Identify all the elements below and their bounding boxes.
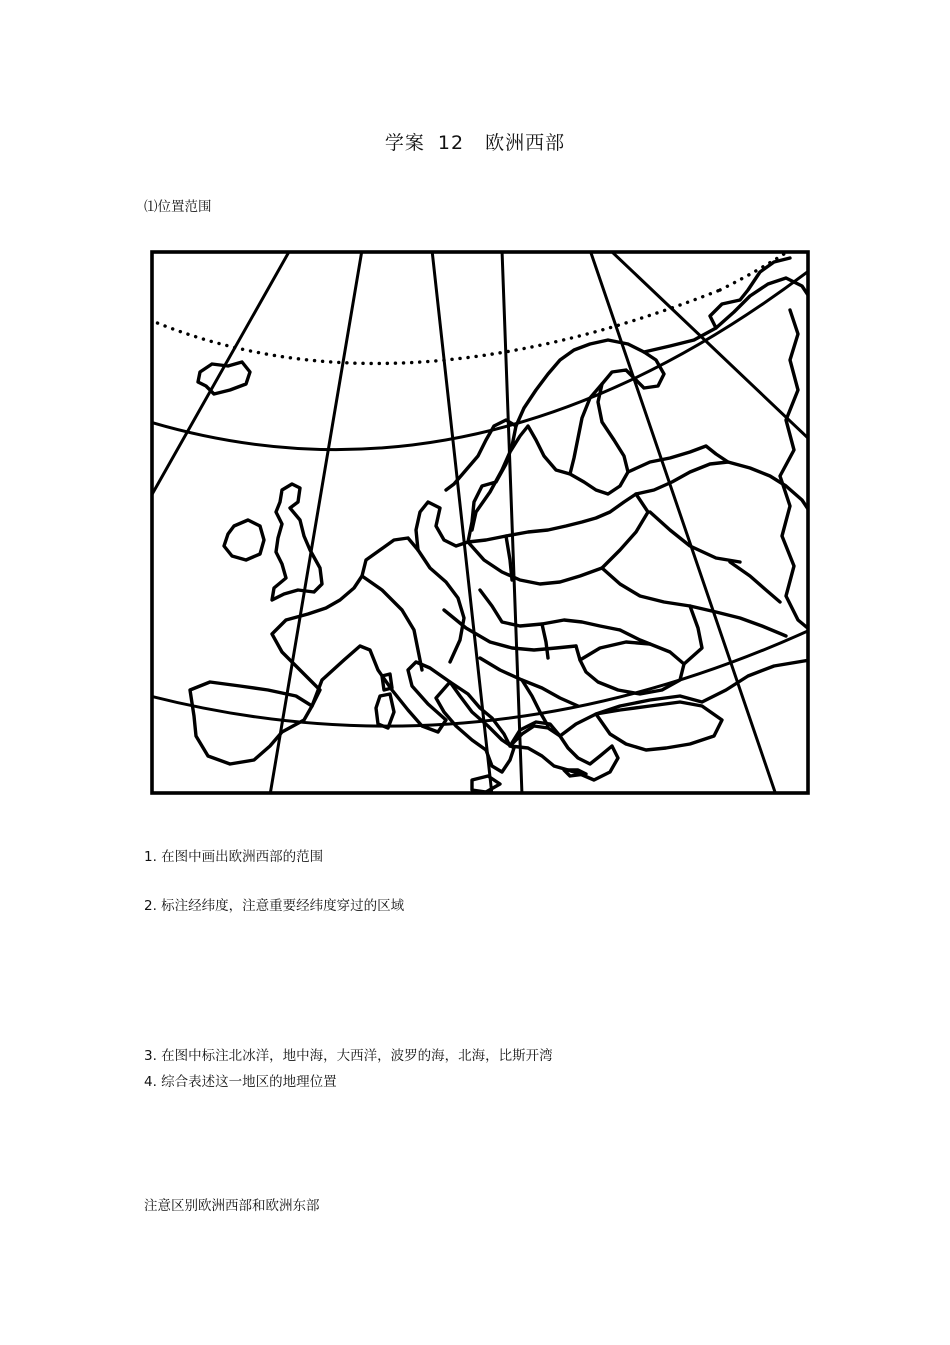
question-3: 3. 在图中标注北冰洋，地中海，大西洋，波罗的海，北海，比斯开湾 (144, 1048, 553, 1064)
page-title (0, 128, 950, 155)
europe-map-graphic (150, 250, 810, 795)
title-number: 12 (437, 132, 465, 154)
question-4: 4. 综合表述这一地区的地理位置 (144, 1074, 337, 1090)
question-2: 2. 标注经纬度，注意重要经纬度穿过的区域 (144, 898, 405, 914)
arctic-circle-line (150, 290, 720, 363)
title-prefix: 学案 (384, 132, 425, 154)
title-main: 欧洲西部 (485, 132, 566, 154)
closing-note: 注意区别欧洲西部和欧洲东部 (144, 1198, 320, 1214)
question-1: 1. 在图中画出欧洲西部的范围 (144, 849, 324, 865)
europe-outline-map (150, 250, 810, 795)
section-label: ⑴位置范围 (144, 199, 212, 215)
